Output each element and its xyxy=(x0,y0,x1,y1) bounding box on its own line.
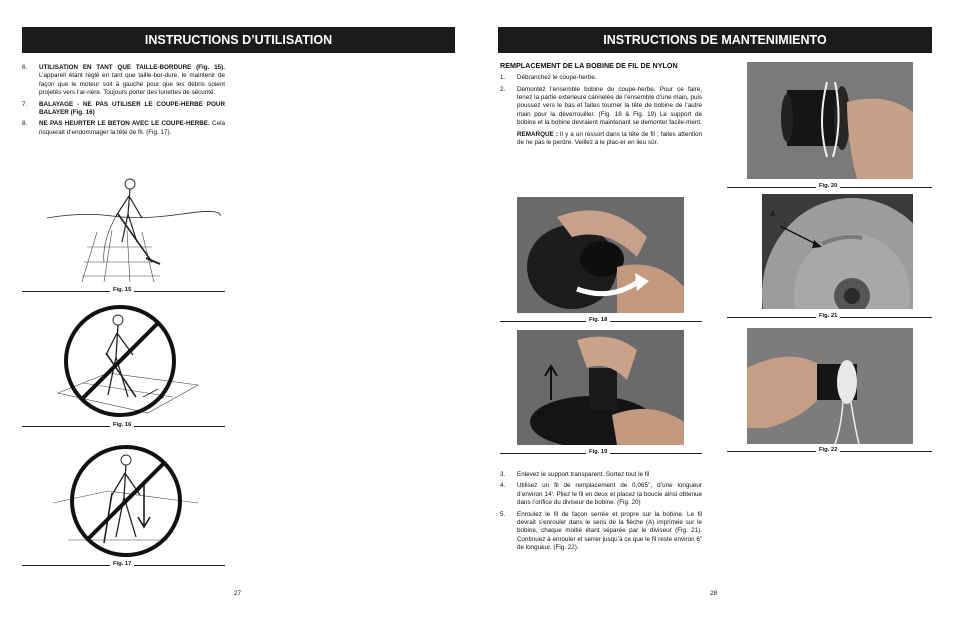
right-page-title: INSTRUCTIONS DE MANTENIMIENTO xyxy=(498,27,932,53)
fig15-caption: Fig. 15 xyxy=(110,287,134,294)
section-heading: REMPLACEMENT DE LA BOBINE DE FIL DE NYLON xyxy=(500,61,678,70)
step-4: 4. Utilisez un fil de remplacement de 0,065’’, d’une longueur d’environ 14’. Pliez le fil en deux et placez la boucle ainsi obtenue dans l’orifice du diviseur de bobine. (Fig. 20) xyxy=(500,482,702,507)
remark: REMARQUE : Il y a un ressort dans la tête de fil ; faites attention de ne pas le perdre. Veillez à le plac-er en lieu sûr. xyxy=(517,130,702,147)
fig21-caption: Fig. 21 xyxy=(816,313,840,320)
fig22-caption: Fig. 22 xyxy=(816,447,840,454)
fig17-illustration xyxy=(48,445,213,557)
fig18-photo xyxy=(517,197,684,313)
fig19-caption: Fig. 19 xyxy=(586,449,610,456)
fig20-caption: Fig. 20 xyxy=(816,183,840,190)
fig18-caption: Fig. 18 xyxy=(586,317,610,324)
fig16-illustration xyxy=(48,305,213,417)
instruction-item-7: 7. BALAYAGE - NE PAS UTILISER LE COUPE-HERBE POUR BALAYER (Fig. 16) xyxy=(22,100,225,117)
fig21-photo xyxy=(762,194,913,309)
instruction-item-8: 8. NE PAS HEURTER LE BETON AVEC LE COUPE-HERBE. Cela risquerait d’endommager la tête de fil. (Fig. 17). xyxy=(22,120,225,136)
page-number-right: 28 xyxy=(710,590,718,597)
step-5: 5. Enroulez le fil de façon serrée et propre sur la bobine. Le fil devrait s’enrouler dans le sens de la flèche (A) imprimée sur le bobine, chaque moitié étant séparée par le diviseur (Fig. 21). Continuez à enrouler et serrer jusqu’à ce que le fil reste environ 6” de longueur. (Fig. 22). xyxy=(500,510,702,552)
fig20-photo xyxy=(747,62,913,179)
instruction-item-6: 6. UTILISATION EN TANT QUE TAILLE-BORDURE (Fig. 15). L’appareil étant réglé en tant que taille-bor-dure, le maintenir de façon que le moteur soit à gauche pour que les débris soient projetés vers l’ar-rière. Toujours porter des lunettes de sécurité. xyxy=(22,64,225,97)
fig17-caption: Fig. 17 xyxy=(110,561,134,568)
step-1: 1. Débranchez le coupe-herbe. xyxy=(500,74,597,82)
fig22-photo xyxy=(747,328,913,444)
step-2: 2. Demontez l’ensemble bobine du coupe-herbe. Pour ce faire, tenez la partie exterieure cannelée de l’ensemble d’une main, puis poussez vers le bas et faites tourner la tête de bobine de l’autre main pour la déverrouiller. (Fig. 18 & Fig. 19) Le support de bobine et la bobine devraient maintenant se demonter facile-ment. xyxy=(500,85,702,127)
fig16-caption: Fig. 16 xyxy=(110,422,134,429)
right-instructions-bottom xyxy=(500,471,702,556)
right-instructions-top xyxy=(500,62,702,147)
fig15-illustration xyxy=(42,172,222,284)
left-instructions xyxy=(22,64,225,140)
step-3: 3. Enlevez le support transparent. Sortez tout le fil xyxy=(500,471,650,478)
page-number-left: 27 xyxy=(234,590,242,597)
fig21-label-a: A xyxy=(770,211,776,218)
left-page-title: INSTRUCTIONS D’UTILISATION xyxy=(22,27,455,53)
fig19-photo xyxy=(517,330,684,445)
